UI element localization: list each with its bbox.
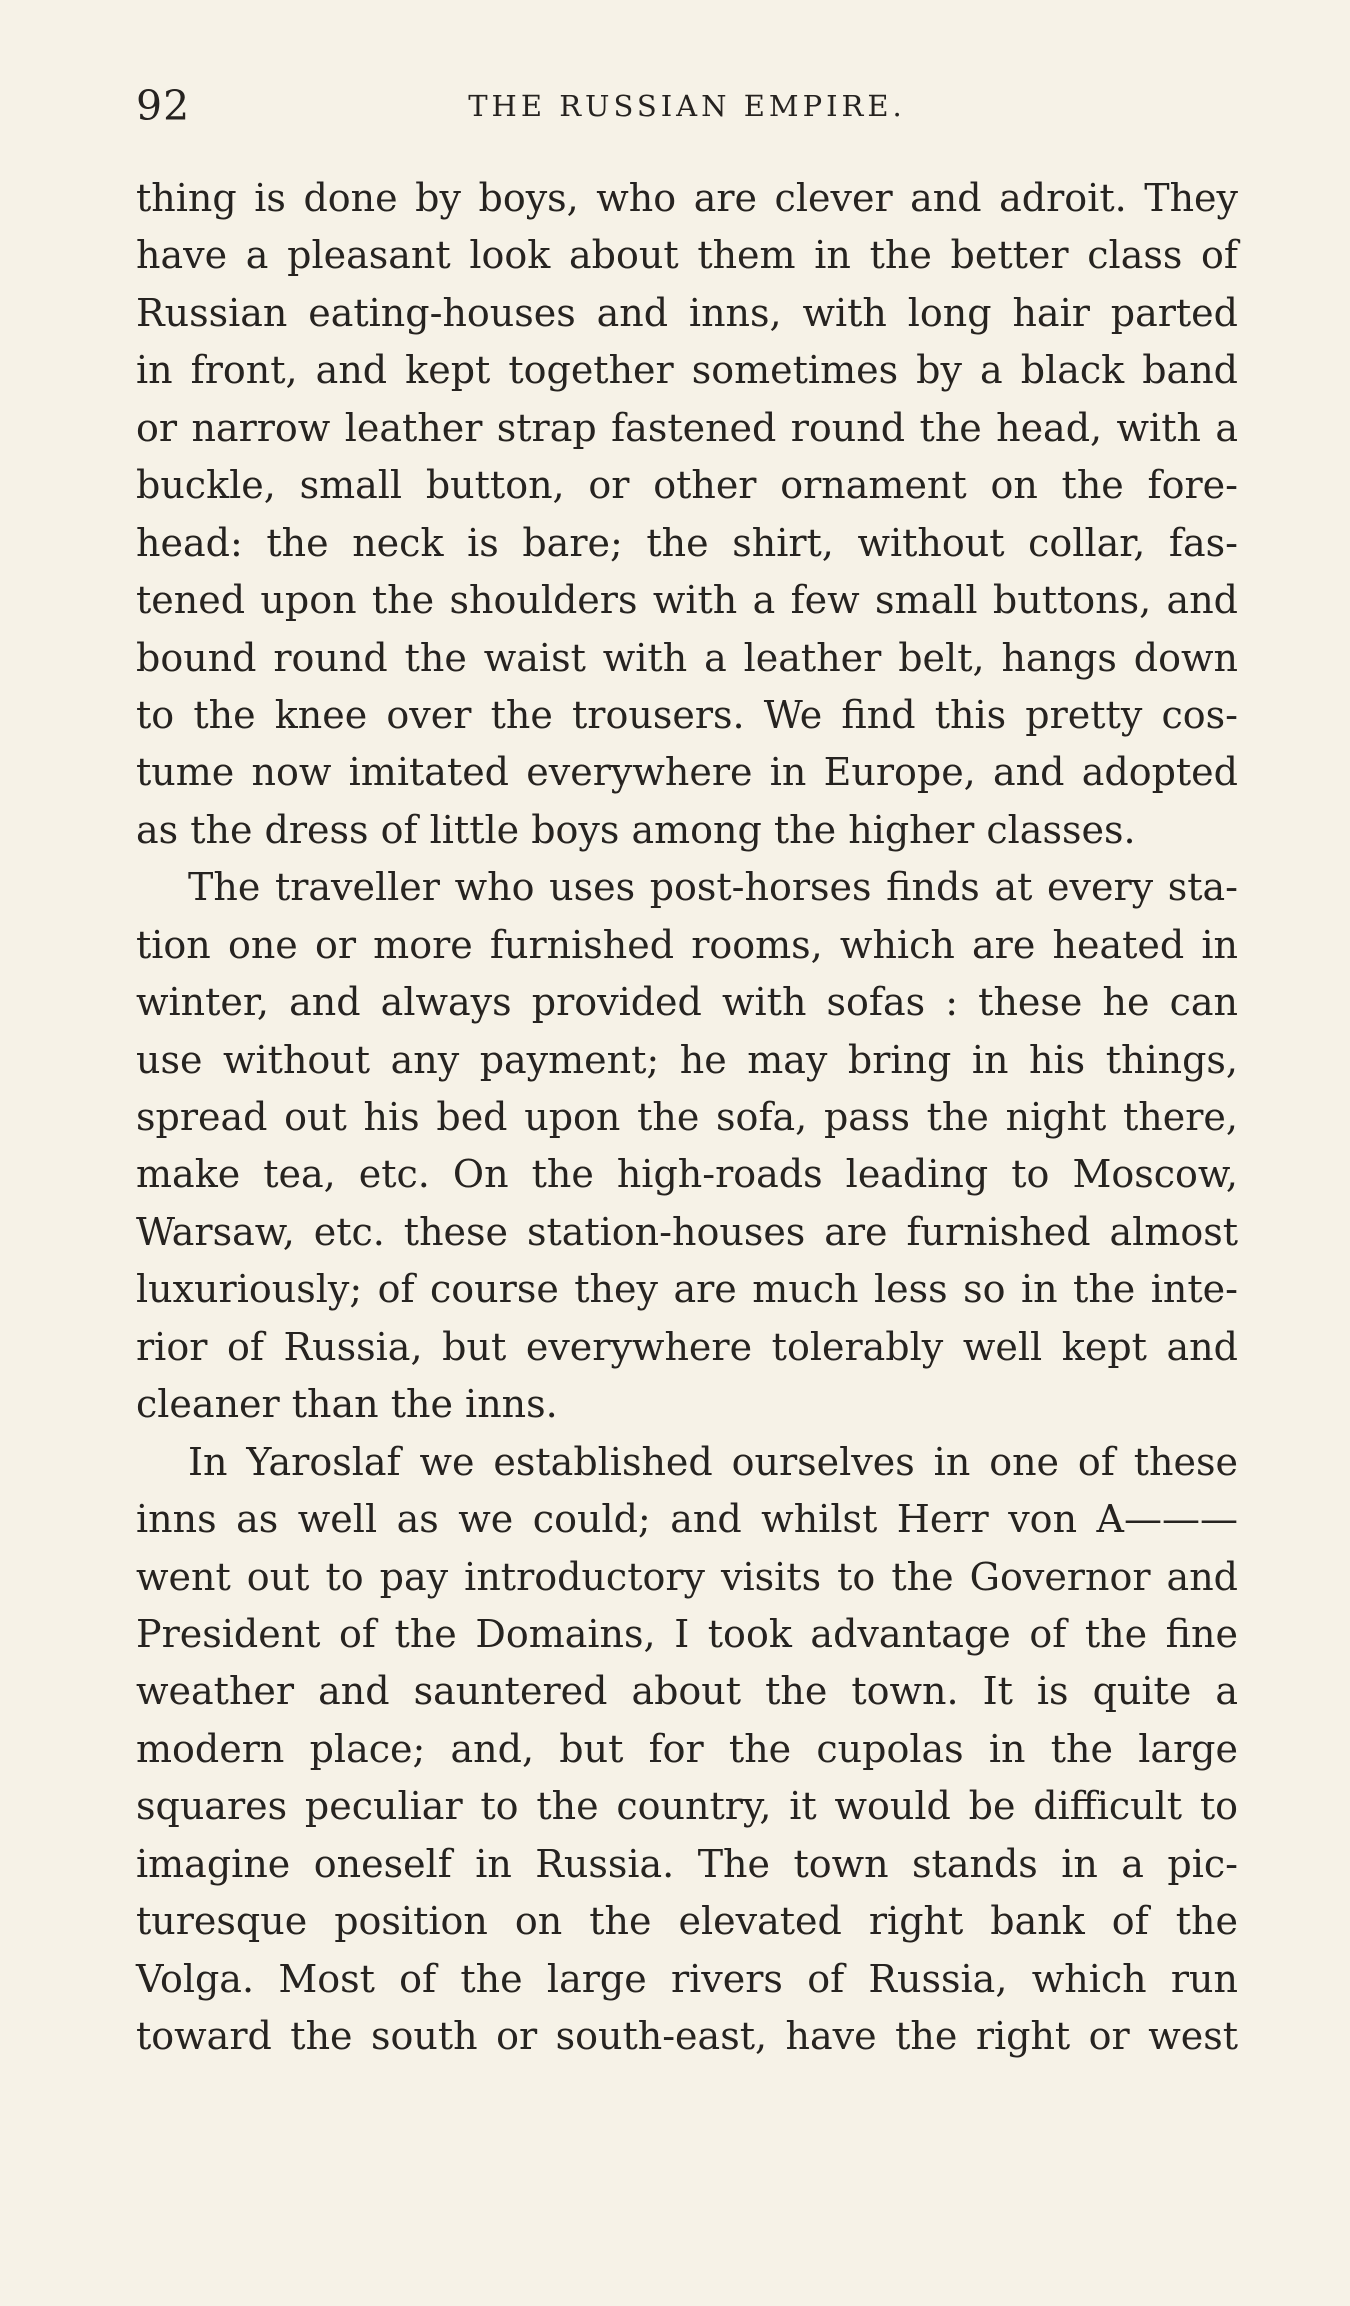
text-line: buckle, small button, or other ornament on the fore- — [136, 463, 1238, 508]
text-line: Volga. Most of the large rivers of Russia, which run — [136, 1956, 1238, 2001]
text-line: rior of Russia, but everywhere tolerably well kept and — [136, 1324, 1238, 1369]
text-line: modern place; and, but for the cupolas in the large — [136, 1726, 1238, 1771]
text-line: or narrow leather strap fastened round the head, with a — [136, 405, 1238, 450]
text-line: President of the Domains, I took advantage of the fine — [136, 1611, 1238, 1656]
text-line: toward the south or south-east, have the right or west — [136, 2014, 1238, 2058]
text-line: use without any payment; he may bring in his things, — [136, 1037, 1238, 1082]
text-line: as the dress of little boys among the higher classes. — [136, 807, 1136, 852]
page-header — [136, 76, 1238, 136]
text-line: The traveller who uses post-horses finds at every sta- — [188, 865, 1238, 910]
text-line: in front, and kept together sometimes by a black band — [136, 348, 1238, 393]
text-line: Warsaw, etc. these station-houses are furnished almost — [136, 1209, 1238, 1254]
body-text — [136, 170, 1238, 2065]
text-line: tion one or more furnished rooms, which are heated in — [136, 922, 1238, 967]
text-line: squares peculiar to the country, it would be difficult to — [136, 1784, 1238, 1829]
text-line: head: the neck is bare; the shirt, without collar, fas- — [136, 520, 1238, 565]
text-line: luxuriously; of course they are much less so in the inte- — [136, 1267, 1238, 1312]
text-line: bound round the waist with a leather belt, hangs down — [136, 635, 1238, 680]
text-line: imagine oneself in Russia. The town stands in a pic- — [136, 1841, 1238, 1886]
running-head: THE RUSSIAN EMPIRE. — [468, 89, 906, 123]
text-line: went out to pay introductory visits to the Governor and — [136, 1554, 1238, 1599]
text-line: make tea, etc. On the high-roads leading to Moscow, — [136, 1152, 1238, 1197]
text-line: spread out his bed upon the sofa, pass the night there, — [136, 1095, 1238, 1139]
text-line: cleaner than the inns. — [136, 1382, 558, 1427]
text-line: to the knee over the trousers. We find this pretty cos- — [136, 692, 1238, 737]
text-line: Russian eating-houses and inns, with long hair parted — [136, 290, 1238, 335]
text-line: In Yaroslaf we established ourselves in one of these — [188, 1439, 1238, 1484]
text-line: tened upon the shoulders with a few small buttons, and — [136, 578, 1238, 623]
text-line: have a pleasant look about them in the better class of — [136, 233, 1238, 278]
text-line: winter, and always provided with sofas : these he can — [136, 980, 1238, 1025]
text-line: thing is done by boys, who are clever and adroit. They — [136, 176, 1238, 220]
text-line: turesque position on the elevated right bank of the — [136, 1899, 1238, 1944]
text-line: tume now imitated everywhere in Europe, and adopted — [136, 750, 1238, 795]
page-number: 92 — [136, 82, 191, 130]
text-line: inns as well as we could; and whilst Herr von A——— — [136, 1497, 1238, 1542]
text-line: weather and sauntered about the town. It is quite a — [136, 1669, 1238, 1714]
